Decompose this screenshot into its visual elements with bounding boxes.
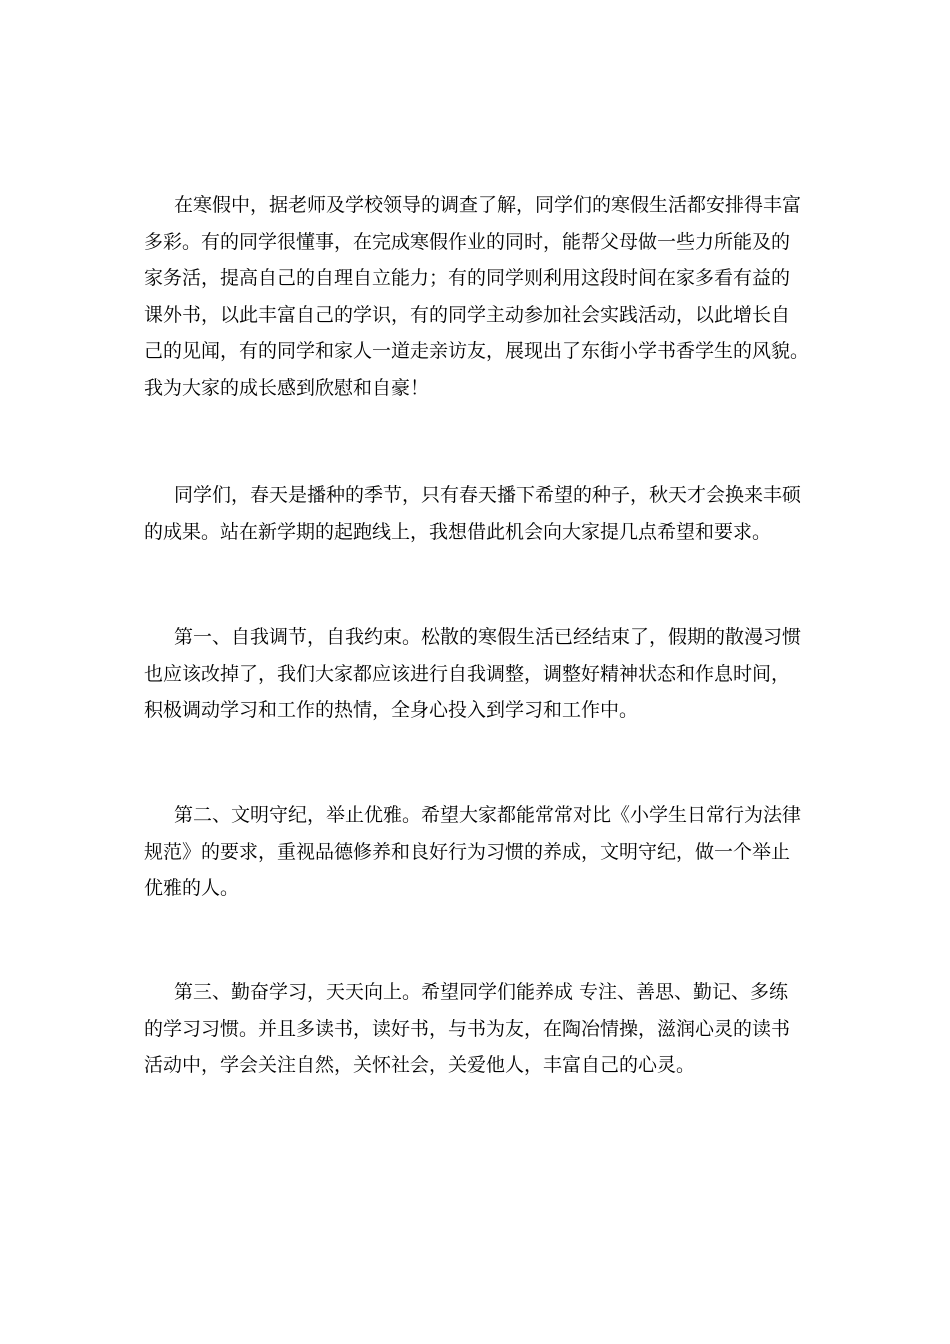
- text-line: 第一、自我调节，自我约束。松散的寒假生活已经结束了，假期的散漫习惯: [174, 626, 802, 648]
- text-line: 在寒假中，据老师及学校领导的调查了解，同学们的寒假生活都安排得丰富: [174, 194, 802, 216]
- paragraph-point-two: [144, 797, 814, 907]
- text-line: 己的见闻，有的同学和家人一道走亲访友，展现出了东街小学书香学生的风貌。: [144, 340, 810, 362]
- text-line: 规范》的要求，重视品德修养和良好行为习惯的养成，文明守纪，做一个举止: [144, 840, 791, 863]
- text-line: 第三、勤奋学习，天天向上。希望同学们能养成 专注、善思、勤记、多练: [174, 981, 789, 1003]
- text-line: 第二、文明守纪，举止优雅。希望大家都能常常对比《小学生日常行为法律: [174, 804, 802, 826]
- text-line: 我为大家的成长感到欣慰和自豪！: [144, 376, 430, 399]
- paragraph-spring: [144, 477, 814, 550]
- text-line: 的成果。站在新学期的起跑线上，我想借此机会向大家提几点希望和要求。: [144, 520, 772, 543]
- paragraph-point-three: [144, 974, 814, 1084]
- text-line: 活动中，学会关注自然，关怀社会，关爱他人，丰富自己的心灵。: [144, 1054, 696, 1076]
- text-line: 同学们，春天是播种的季节，只有春天播下希望的种子，秋天才会换来丰硕: [174, 484, 802, 506]
- paragraph-point-one: [144, 619, 814, 729]
- paragraph-winter-break: [144, 187, 814, 406]
- text-line: 也应该改掉了，我们大家都应该进行自我调整，调整好精神状态和作息时间，: [144, 662, 791, 685]
- text-line: 多彩。有的同学很懂事，在完成寒假作业的同时，能帮父母做一些力所能及的: [144, 230, 791, 253]
- text-line: 课外书，以此丰富自己的学识，有的同学主动参加社会实践活动，以此增长自: [144, 303, 791, 326]
- text-line: 家务活，提高自己的自理自立能力；有的同学则利用这段时间在家多看有益的: [144, 267, 791, 289]
- text-line: 优雅的人。: [144, 877, 240, 899]
- text-line: 的学习习惯。并且多读书，读好书，与书为友，在陶冶情操，滋润心灵的读书: [144, 1017, 791, 1040]
- text-line: 积极调动学习和工作的热情，全身心投入到学习和工作中。: [144, 699, 639, 721]
